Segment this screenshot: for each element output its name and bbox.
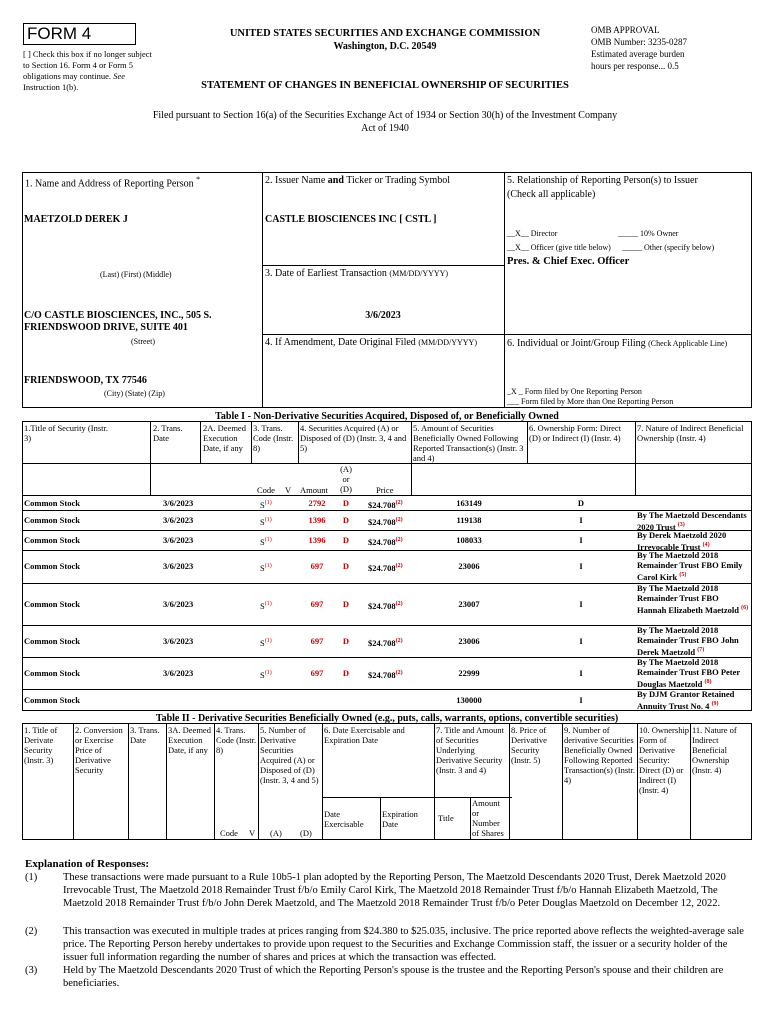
table-row-form: I <box>579 695 583 705</box>
t2-sub-code: Code <box>220 828 238 838</box>
explanation-number: (1) <box>25 872 38 883</box>
table-row-price <box>368 636 403 648</box>
table-row-amount: 1396 <box>308 515 326 525</box>
table-row-form: I <box>579 636 583 646</box>
t2-h6: 6. Date Exercisable and Expiration Date <box>324 725 405 745</box>
section5-check-all: (Check all applicable) <box>507 189 596 200</box>
nature-footnote: (3) <box>677 522 685 528</box>
city-hint: (City) (State) (Zip) <box>104 389 165 398</box>
form-title: FORM 4 <box>27 24 92 43</box>
divider <box>262 334 752 335</box>
table-row-form: I <box>579 561 583 571</box>
table-row-owned: 23006 <box>458 561 480 571</box>
checkbox-note-text: [ ] Check this box if no longer subject to Section 16. Form 4 or Form 5 obligations may continue. <box>23 49 152 81</box>
section6-hint: (Check Applicable Line) <box>648 339 728 348</box>
t1-h7: 7. Nature of Indirect Beneficial Ownership (Instr. 4) <box>637 423 744 443</box>
section4-label <box>265 337 477 348</box>
section5-label: 5. Relationship of Reporting Person(s) to Issuer <box>507 175 698 186</box>
explanation-number: (2) <box>25 926 38 937</box>
section3-label <box>265 268 448 279</box>
table-row-code <box>260 535 272 547</box>
t2-sub-v: V <box>249 828 256 838</box>
nature-footnote: (8) <box>704 679 712 685</box>
table-row-nature <box>637 625 750 657</box>
street-address: C/O CASTLE BIOSCIENCES, INC., 505 S. FRIENDSWOOD DRIVE, SUITE 401 <box>24 310 212 333</box>
table-row-aord: D <box>342 668 350 678</box>
table-row-nature <box>637 657 750 689</box>
divider <box>298 421 299 463</box>
table-row-form: I <box>579 599 583 609</box>
price-footnote: (2) <box>395 638 403 644</box>
divider <box>380 797 381 840</box>
divider <box>434 723 435 840</box>
price-footnote: (2) <box>395 537 403 543</box>
table-row-title: Common Stock <box>24 515 80 525</box>
ten-pct-owner-line: _____ 10% Owner <box>618 229 679 238</box>
t2-h3a: 3A. Deemed Execution Date, if any <box>168 725 211 755</box>
table-row-code <box>260 668 272 680</box>
price-value: $24.708 <box>368 600 396 611</box>
table-row-form: I <box>579 515 583 525</box>
t1-h2a: 2A. Deemed Execution Date, if any <box>203 423 246 453</box>
table2-title-text: Table II - Derivative Securities Beneficially Owned (e.g., puts, calls, warrants, options, convertible securities) <box>155 713 619 724</box>
section3-label-text: 3. Date of Earliest Transaction <box>265 268 387 279</box>
other-line: _____ Other (specify below) <box>622 243 715 252</box>
t2-h4: 4. Trans. Code (Instr. 8) <box>216 725 257 755</box>
divider <box>470 797 471 840</box>
officer-title: Pres. & Chief Exec. Officer <box>507 256 630 267</box>
divider <box>411 421 412 495</box>
code-value: S <box>260 637 265 648</box>
table-row-price <box>368 535 403 547</box>
price-footnote: (2) <box>395 563 403 569</box>
divider <box>200 421 201 463</box>
table-row-title: Common Stock <box>24 668 80 678</box>
section3-hint: (MM/DD/YYYY) <box>389 269 449 278</box>
t1-h2: 2. Trans. Date <box>153 423 183 443</box>
code-footnote: (1) <box>264 517 272 523</box>
divider <box>73 723 74 840</box>
table-row-form: I <box>579 535 583 545</box>
table-row-price <box>368 668 403 680</box>
t2-sub-d: (D) <box>300 828 312 838</box>
table-row-code <box>260 498 272 510</box>
nature-value: By The Maetzold 2018 Remainder Trust FBO Peter Douglas Maetzold <box>637 657 741 689</box>
divider <box>562 723 563 840</box>
t1-h5: 5. Amount of Securities Beneficially Owned Following Reported Transaction(s) (Instr. 3 and 4) <box>413 423 524 463</box>
section1-label-text: 1. Name and Address of Reporting Person <box>25 178 194 190</box>
table-row-aord: D <box>342 498 350 508</box>
t1-sub-price: Price <box>376 485 394 495</box>
table-row-aord: D <box>342 599 350 609</box>
section1-marker: * <box>196 175 201 184</box>
nature-value: By Derek Maetzold 2020 Irrevocable Trust <box>637 530 727 552</box>
table-row-date: 3/6/2023 <box>163 498 194 508</box>
explanation-text: This transaction was executed in multiple trades at prices ranging from $24.380 to $25.035, inclusive. The price reported above reflects the weighted-average sale price. The Reporting Person hereby undertakes to provide upon request to the Securities and Exchange Commission staff, the issuer or a security holder of the issuer full information regarding the number of shares and prices at which the transaction was effected. <box>63 926 744 963</box>
table-row-form: D <box>577 498 585 508</box>
section4-label-text: 4. If Amendment, Date Original Filed <box>265 337 416 348</box>
table-row-title: Common Stock <box>24 599 80 609</box>
price-value: $24.708 <box>368 499 396 510</box>
t2-h7: 7. Title and Amount of Securities Underlying Derivative Security (Instr. 3 and 4) <box>436 725 505 775</box>
explanation-number: (3) <box>25 965 38 976</box>
nature-footnote: (4) <box>702 542 710 548</box>
table-row-amount: 697 <box>310 599 324 609</box>
table-row-aord: D <box>342 561 350 571</box>
table-row-aord: D <box>342 636 350 646</box>
code-value: S <box>260 562 265 573</box>
t1-h4: 4. Securities Acquired (A) or Disposed of (D) (Instr. 3, 4 and 5) <box>300 423 407 453</box>
t1-sub-code: Code <box>257 485 275 495</box>
table-row-form: I <box>579 668 583 678</box>
table-row-date: 3/6/2023 <box>163 561 194 571</box>
omb-number: OMB Number: 3235-0287 <box>591 37 687 47</box>
table-row-price <box>368 498 403 510</box>
nature-footnote: (9) <box>711 701 719 707</box>
nature-value: By The Maetzold 2018 Remainder Trust FBO Emily Carol Kirk <box>637 550 743 582</box>
agency-city: Washington, D.C. 20549 <box>333 41 437 52</box>
t2-h1: 1. Title of Derivate Security (Instr. 3) <box>24 725 58 765</box>
divider <box>262 172 263 408</box>
t2-h2: 2. Conversion or Exercise Price of Derivative Security <box>75 725 123 775</box>
name-hint: (Last) (First) (Middle) <box>100 270 172 279</box>
code-footnote: (1) <box>264 537 272 543</box>
code-value: S <box>260 536 265 547</box>
price-footnote: (2) <box>395 517 403 523</box>
t1-sub-aord: (A) or (D) <box>340 464 352 494</box>
table-row-nature <box>637 583 750 615</box>
table1-title: Table I - Non-Derivative Securities Acquired, Disposed of, or Beneficially Owned <box>215 411 559 422</box>
divider <box>504 172 505 408</box>
code-footnote: (1) <box>264 563 272 569</box>
price-value: $24.708 <box>368 669 396 680</box>
divider <box>635 421 636 495</box>
divider <box>214 723 215 840</box>
officer-line: __X__ Officer (give title below) <box>507 243 611 252</box>
table-row-amount: 697 <box>310 561 324 571</box>
divider <box>150 421 151 495</box>
t2-h8: 8. Price of Derivative Security (Instr. 5) <box>511 725 547 765</box>
filing-one-person: _X _ Form filed by One Reporting Person <box>507 387 642 396</box>
table-row-title: Common Stock <box>24 636 80 646</box>
agency-name: UNITED STATES SECURITIES AND EXCHANGE COMMISSION <box>229 28 541 39</box>
table-row-code <box>260 636 272 648</box>
section1-label <box>25 175 200 189</box>
divider <box>262 265 504 266</box>
table-row-title: Common Stock <box>24 498 80 508</box>
t1-h3: 3. Trans. Code (Instr. 8) <box>253 423 294 453</box>
table-row-price <box>368 599 403 611</box>
t2-h9: 9. Number of derivative Securities Beneficially Owned Following Reported Transaction(s) (Instr. 4) <box>564 725 635 785</box>
divider <box>22 463 752 464</box>
section2-label-a: 2. Issuer Name <box>265 175 328 186</box>
price-value: $24.708 <box>368 637 396 648</box>
street-hint: (Street) <box>131 337 155 346</box>
code-value: S <box>260 516 265 527</box>
table-row-date: 3/6/2023 <box>163 636 194 646</box>
omb-burden: Estimated average burden <box>591 49 685 59</box>
section4-hint: (MM/DD/YYYY) <box>418 338 477 347</box>
code-footnote: (1) <box>264 670 272 676</box>
table-row-date: 3/6/2023 <box>163 599 194 609</box>
t2-h3: 3. Trans. Date <box>130 725 160 745</box>
code-value: S <box>260 499 265 510</box>
table-row-aord: D <box>342 535 350 545</box>
table-row-date: 3/6/2023 <box>163 668 194 678</box>
divider <box>322 723 323 840</box>
divider <box>251 421 252 463</box>
divider <box>128 723 129 840</box>
nature-value: By The Maetzold 2018 Remainder Trust FBO John Derek Maetzold <box>637 625 739 657</box>
explanation-item <box>25 964 750 990</box>
t1-sub-v: V <box>285 485 292 495</box>
table-row-nature <box>637 689 750 711</box>
explanation-heading: Explanation of Responses: <box>25 858 150 870</box>
checkbox-note-see: See <box>113 71 125 81</box>
top-grid <box>22 172 752 408</box>
table-row-code <box>260 561 272 573</box>
explanation-item <box>25 871 750 910</box>
checkbox-note <box>23 49 153 93</box>
director-line: __X__ Director <box>507 229 558 238</box>
nature-value: By DJM Grantor Retained Annuity Trust No. 4 <box>637 689 735 711</box>
t2-sub-a: (A) <box>270 828 282 838</box>
t2-sub-exp: Expiration Date <box>382 809 418 829</box>
table-row-nature <box>637 510 750 532</box>
nature-value: By The Maetzold Descendants 2020 Trust <box>637 510 747 532</box>
section2-label <box>265 175 450 186</box>
table-row-owned: 108033 <box>456 535 482 545</box>
reporting-person-name: MAETZOLD DEREK J <box>24 214 128 225</box>
explanation-text: Held by The Maetzold Descendants 2020 Trust of which the Reporting Person's spouse is the trustee and the Reporting Person's spouse and their children are beneficiaries. <box>63 965 724 989</box>
code-footnote: (1) <box>264 500 272 506</box>
filing-more-persons: ___ Form filed by More than One Reporting Person <box>507 397 674 406</box>
table-row-code <box>260 599 272 611</box>
table-row-amount: 697 <box>310 636 324 646</box>
omb-hours: hours per response... 0.5 <box>591 61 679 71</box>
nature-footnote: (5) <box>679 572 687 578</box>
section2-label-b: Ticker or Trading Symbol <box>343 175 451 186</box>
table-row-owned: 22999 <box>458 668 480 678</box>
price-footnote: (2) <box>395 500 403 506</box>
divider <box>22 495 752 496</box>
price-value: $24.708 <box>368 562 396 573</box>
issuer-name: CASTLE BIOSCIENCES INC [ CSTL ] <box>265 214 437 225</box>
table-row-owned: 163149 <box>456 498 482 508</box>
table-row-amount: 697 <box>310 668 324 678</box>
divider <box>166 723 167 840</box>
table-row-title: Common Stock <box>24 561 80 571</box>
t2-h10: 10. Ownership Form of Derivative Security: Direct (D) or Indirect (I) (Instr. 4) <box>639 725 690 795</box>
table-row-amount: 1396 <box>308 535 326 545</box>
table-row-title: Common Stock <box>24 535 80 545</box>
section6-label <box>507 337 750 350</box>
omb-box <box>591 24 751 72</box>
table-row-owned: 23006 <box>458 636 480 646</box>
table-row-title: Common Stock <box>24 695 80 705</box>
table-row-code <box>260 515 272 527</box>
table-row-date: 3/6/2023 <box>163 535 194 545</box>
explanation-item <box>25 925 750 964</box>
earliest-transaction-date: 3/6/2023 <box>365 310 401 321</box>
table-row-nature <box>637 550 750 582</box>
price-footnote: (2) <box>395 670 403 676</box>
section2-label-and: and <box>327 175 344 186</box>
table-row-owned: 130000 <box>456 695 482 705</box>
t1-sub-amount: Amount <box>300 485 328 495</box>
t2-sub-date-ex: Date Exercisable <box>324 809 364 829</box>
price-value: $24.708 <box>368 536 396 547</box>
code-value: S <box>260 669 265 680</box>
t2-sub-amount: Amount or Number of Shares <box>472 798 504 838</box>
table-row-price <box>368 515 403 527</box>
t2-sub-title: Title <box>438 813 454 823</box>
table-row-price <box>368 561 403 573</box>
nature-value: By The Maetzold 2018 Remainder Trust FBO Hannah Elizabeth Maetzold <box>637 583 740 615</box>
city-state-zip: FRIENDSWOOD, TX 77546 <box>24 375 147 386</box>
omb-approval: OMB APPROVAL <box>591 25 660 35</box>
table-row-nature <box>637 530 750 552</box>
t1-h6: 6. Ownership Form: Direct (D) or Indirect (I) (Instr. 4) <box>529 423 622 443</box>
nature-footnote: (7) <box>697 647 705 653</box>
statement-title: STATEMENT OF CHANGES IN BENEFICIAL OWNERSHIP OF SECURITIES <box>201 80 569 91</box>
t2-h5: 5. Number of Derivative Securities Acquired (A) or Disposed of (D) (Instr. 3, 4 and 5) <box>260 725 319 785</box>
nature-footnote: (6) <box>741 605 749 611</box>
t2-h11: 11. Nature of Indirect Beneficial Ownership (Instr. 4) <box>692 725 737 775</box>
divider <box>258 723 259 840</box>
table-row-aord: D <box>342 515 350 525</box>
code-footnote: (1) <box>264 638 272 644</box>
t1-h1: 1.Title of Security (Instr. 3) <box>24 423 108 443</box>
section6-label-text: 6. Individual or Joint/Group Filing <box>507 338 646 349</box>
table-row-owned: 119138 <box>456 515 482 525</box>
table-row-date: 3/6/2023 <box>163 515 194 525</box>
explanation-text: These transactions were made pursuant to a Rule 10b5-1 plan adopted by the Reporting Person, The Maetzold Descendants 2020 Trust, Derek Maetzold 2020 Irrevocable Trust, The Maetzold 2018 Remainder Trust f/b/o Emily Carol Kirk, The Maetzold 2018 Remainder Trust f/b/o Hannah Elizabeth Maetzold, The Maetzold 2018 Remainder Trust f/b/o John Derek Maetzold, and The Maetzold 2018 Remainder Trust f/b/o Peter Douglas Maetzold on December 12, 2022. <box>63 872 726 909</box>
checkbox-note-instruction: Instruction 1(b). <box>23 82 79 92</box>
code-footnote: (1) <box>264 601 272 607</box>
code-value: S <box>260 600 265 611</box>
table-row-owned: 23007 <box>458 599 480 609</box>
filed-pursuant: Filed pursuant to Section 16(a) of the Securities Exchange Act of 1934 or Section 30(h) of the Investment Company Act of 1940 <box>152 110 618 134</box>
table-row-amount: 2792 <box>308 498 326 508</box>
price-value: $24.708 <box>368 516 396 527</box>
price-footnote: (2) <box>395 601 403 607</box>
